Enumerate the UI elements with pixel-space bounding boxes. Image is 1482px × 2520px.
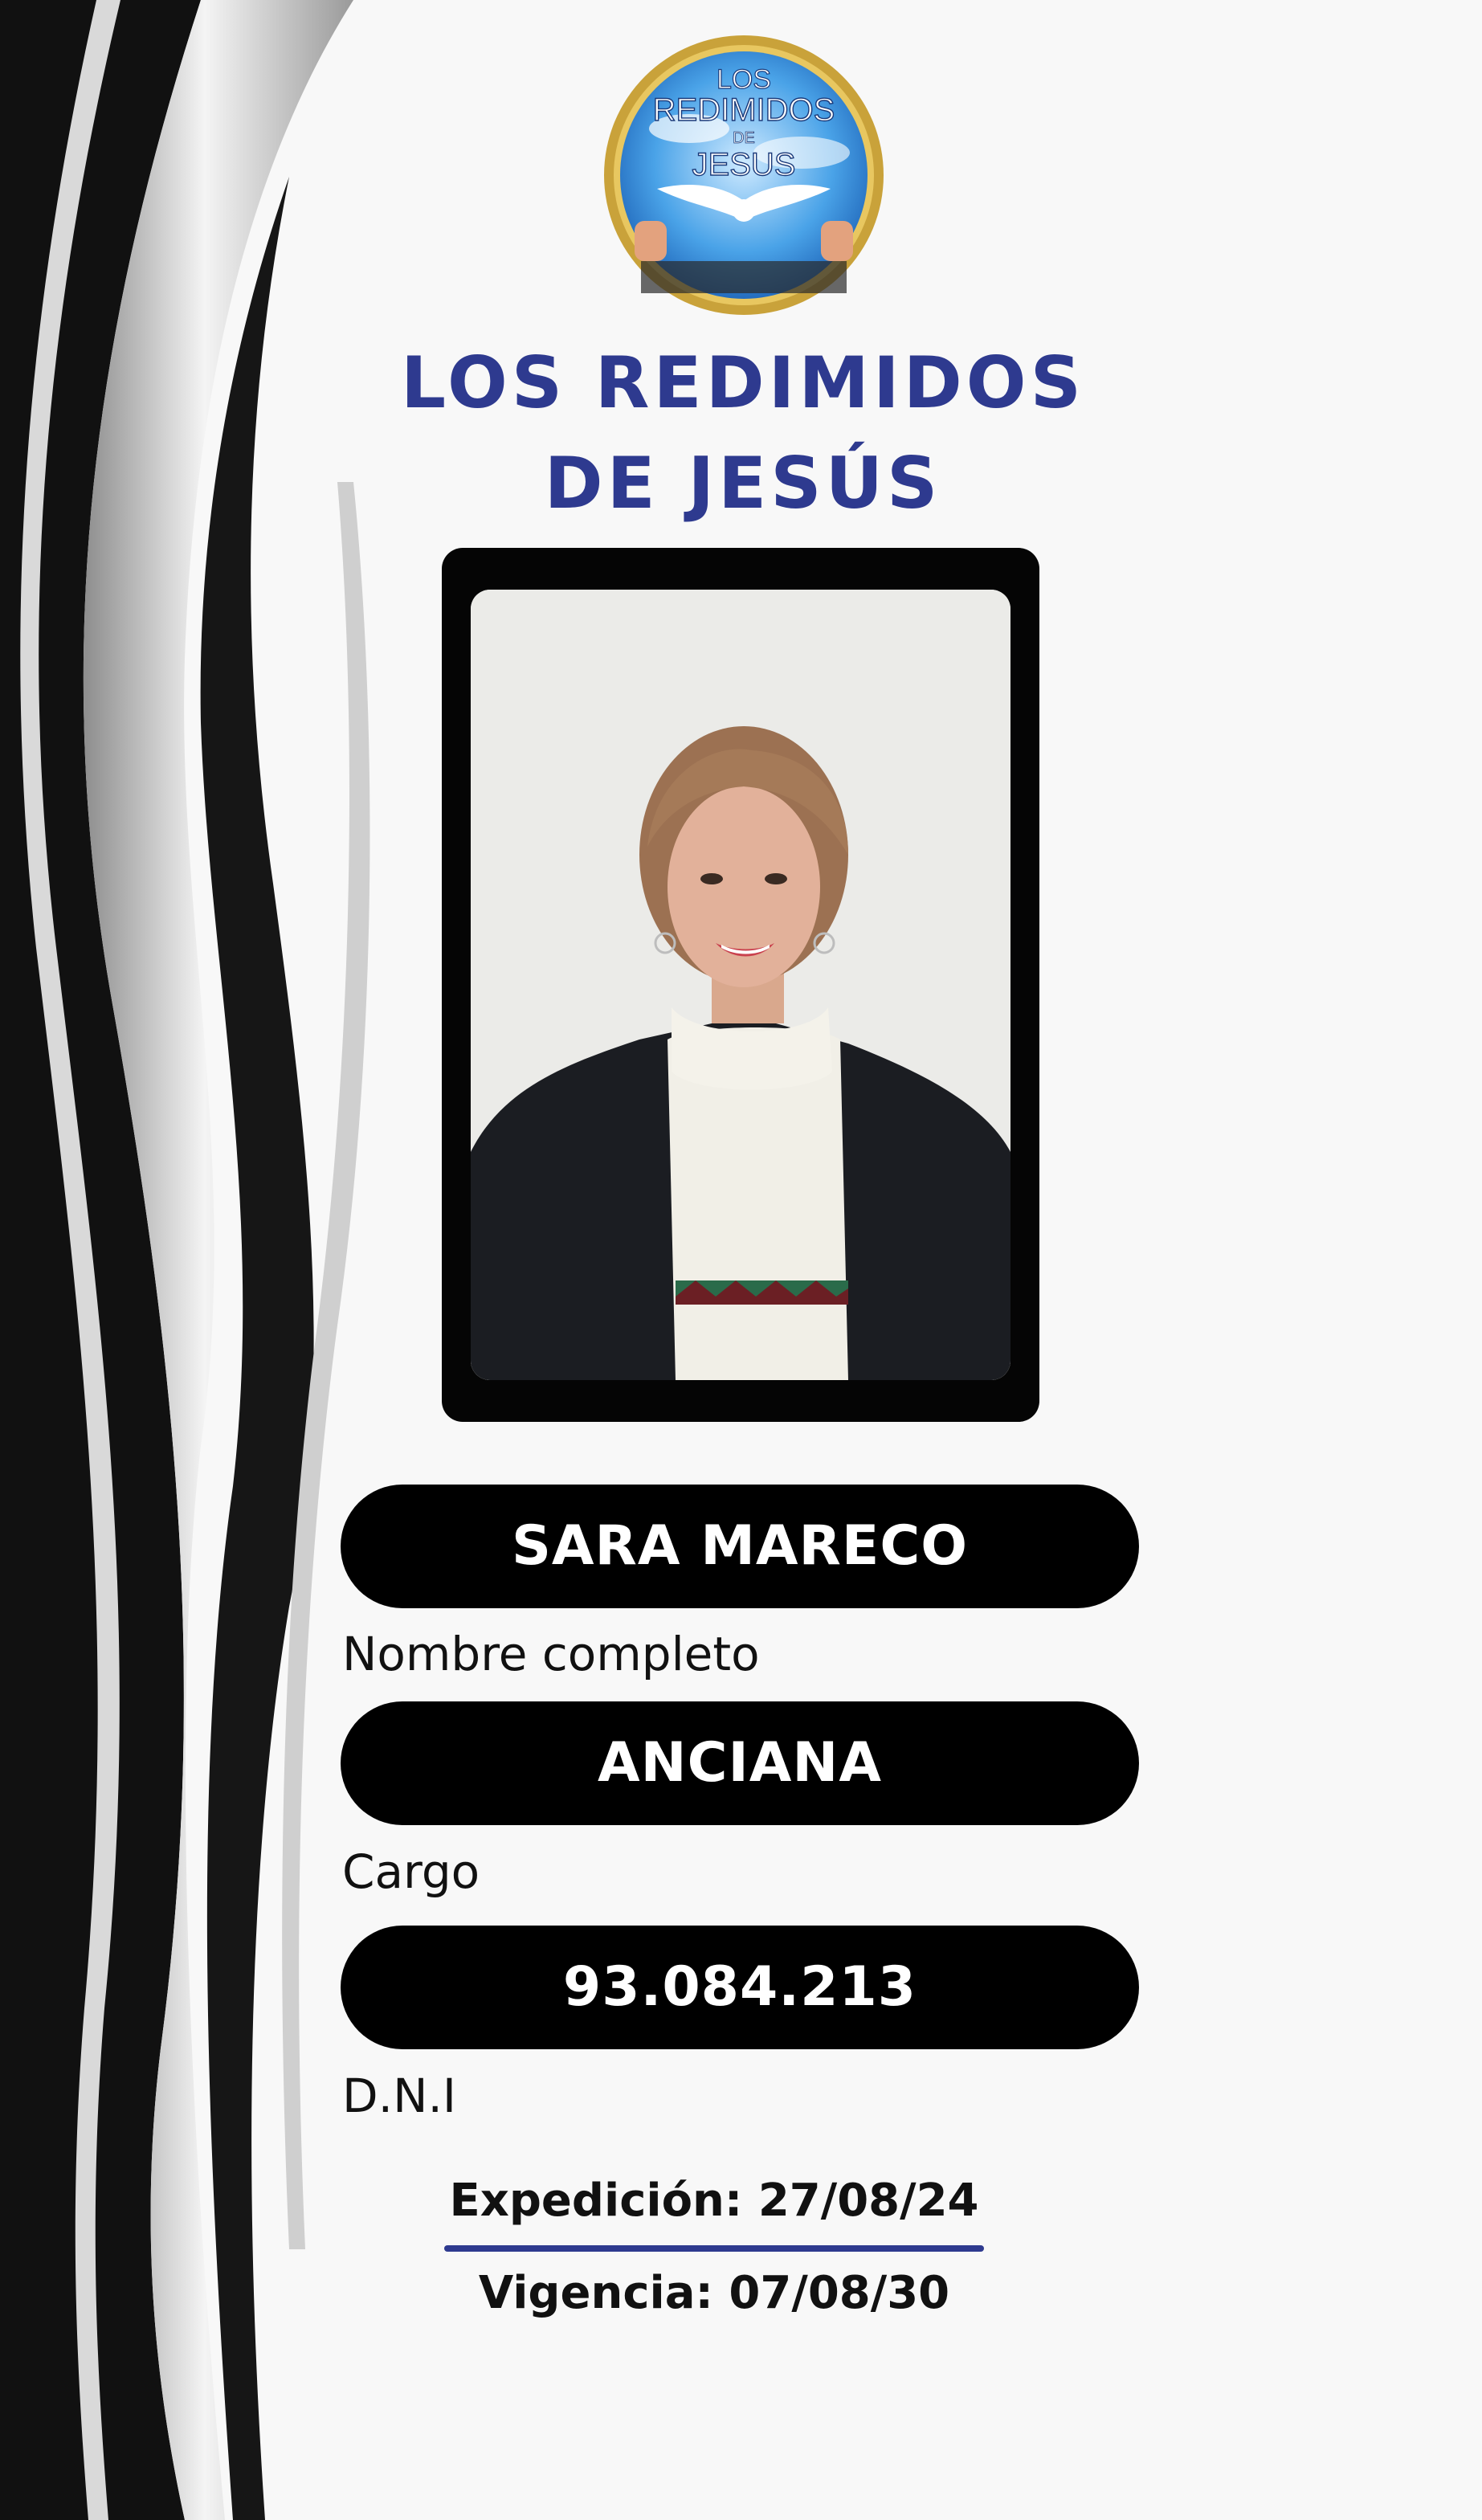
name-label: Nombre completo [342,1627,760,1681]
name-value: SARA MARECO [341,1485,1139,1608]
photo-frame [442,548,1039,1422]
organization-title-line1: LOS REDIMIDOS [401,341,1085,424]
svg-text:DE: DE [733,129,755,147]
cargo-label: Cargo [342,1844,480,1899]
cargo-value: ANCIANA [341,1701,1139,1825]
svg-text:LOS: LOS [716,64,772,95]
date-divider [444,2245,984,2252]
dni-label: D.N.I [342,2069,457,2123]
validity-date: Vigencia: 07/08/30 [478,2267,950,2319]
organization-logo [601,32,887,318]
svg-text:JESUS: JESUS [692,147,796,182]
dni-value: 93.084.213 [341,1926,1139,2049]
member-photo [471,590,1010,1380]
svg-text:REDIMIDOS: REDIMIDOS [652,92,835,128]
organization-title-line2: DE JESÚS [544,442,942,525]
expedition-date: Expedición: 27/08/24 [449,2175,979,2227]
